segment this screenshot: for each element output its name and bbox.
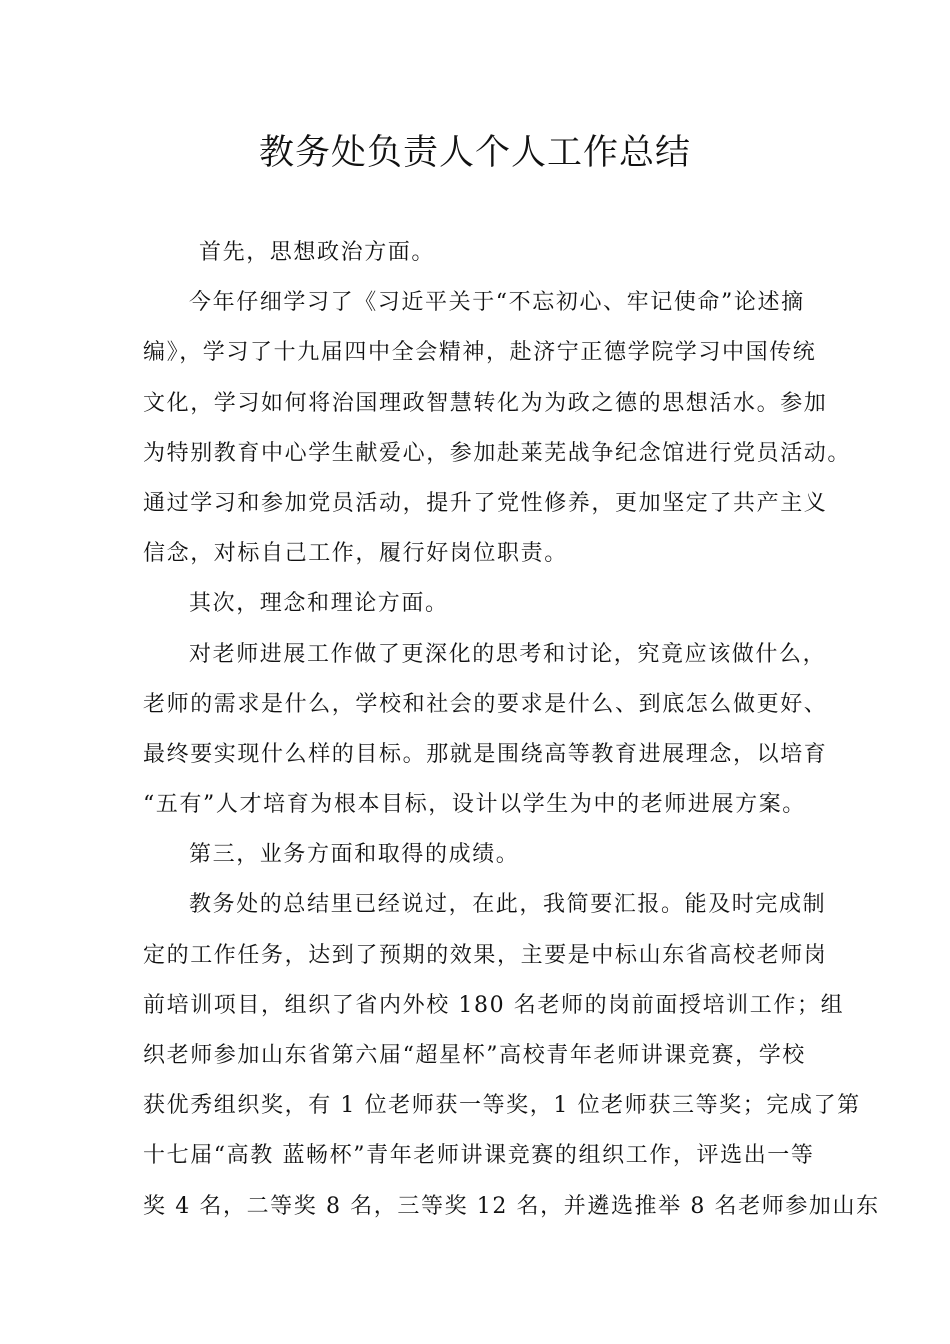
paragraph-line: 前培训项目，组织了省内外校 180 名老师的岗前面授培训工作；组 — [143, 992, 845, 1018]
section-heading-politics: 首先，思想政治方面。 — [199, 240, 436, 265]
paragraph-line: 织老师参加山东省第六届“超星杯”高校青年老师讲课竞赛，学校 — [143, 1043, 806, 1068]
paragraph-line: 今年仔细学习了《习近平关于“不忘初心、牢记使命”论述摘 — [189, 290, 805, 316]
paragraph-line: 通过学习和参加党员活动，提升了党性修养，更加坚定了共产主义 — [143, 490, 828, 516]
section-heading-theory: 其次，理念和理论方面。 — [189, 591, 449, 617]
paragraph-line: 定的工作任务，达到了预期的效果，主要是中标山东省高校老师岗 — [143, 942, 828, 968]
section-heading-business: 第三，业务方面和取得的成绩。 — [189, 842, 520, 868]
paragraph-line: 为特别教育中心学生献爱心，参加赴莱芜战争纪念馆进行党员活动。 — [143, 440, 852, 466]
paragraph-line: “五有”人才培育为根本目标，设计以学生为中的老师进展方案。 — [143, 792, 806, 818]
paragraph-line: 编》，学习了十九届四中全会精神，赴济宁正德学院学习中国传统 — [143, 340, 817, 366]
paragraph-line: 奖 4 名，二等奖 8 名，三等奖 12 名，并遴选推举 8 名老师参加山东 — [143, 1193, 880, 1219]
paragraph-line: 文化，学习如何将治国理政智慧转化为为政之德的思想活水。参加 — [143, 390, 828, 416]
paragraph-line: 十七届“高教 蓝畅杯”青年老师讲课竞赛的组织工作，评选出一等 — [143, 1143, 815, 1169]
paragraph-line: 信念，对标自己工作，履行好岗位职责。 — [143, 541, 568, 567]
paragraph-line: 获优秀组织奖，有 1 位老师获一等奖，1 位老师获三等奖；完成了第 — [143, 1093, 861, 1119]
paragraph-line: 老师的需求是什么，学校和社会的要求是什么、到底怎么做更好、 — [143, 691, 828, 717]
paragraph-line: 教务处的总结里已经说过，在此，我简要汇报。能及时完成制 — [189, 892, 827, 918]
document-title: 教务处负责人个人工作总结 — [258, 133, 691, 173]
document-body — [143, 228, 880, 1232]
paragraph-line: 对老师进展工作做了更深化的思考和讨论，究竟应该做什么， — [189, 641, 827, 667]
paragraph-line: 最终要实现什么样的目标。那就是围绕高等教育进展理念，以培育 — [143, 741, 828, 767]
